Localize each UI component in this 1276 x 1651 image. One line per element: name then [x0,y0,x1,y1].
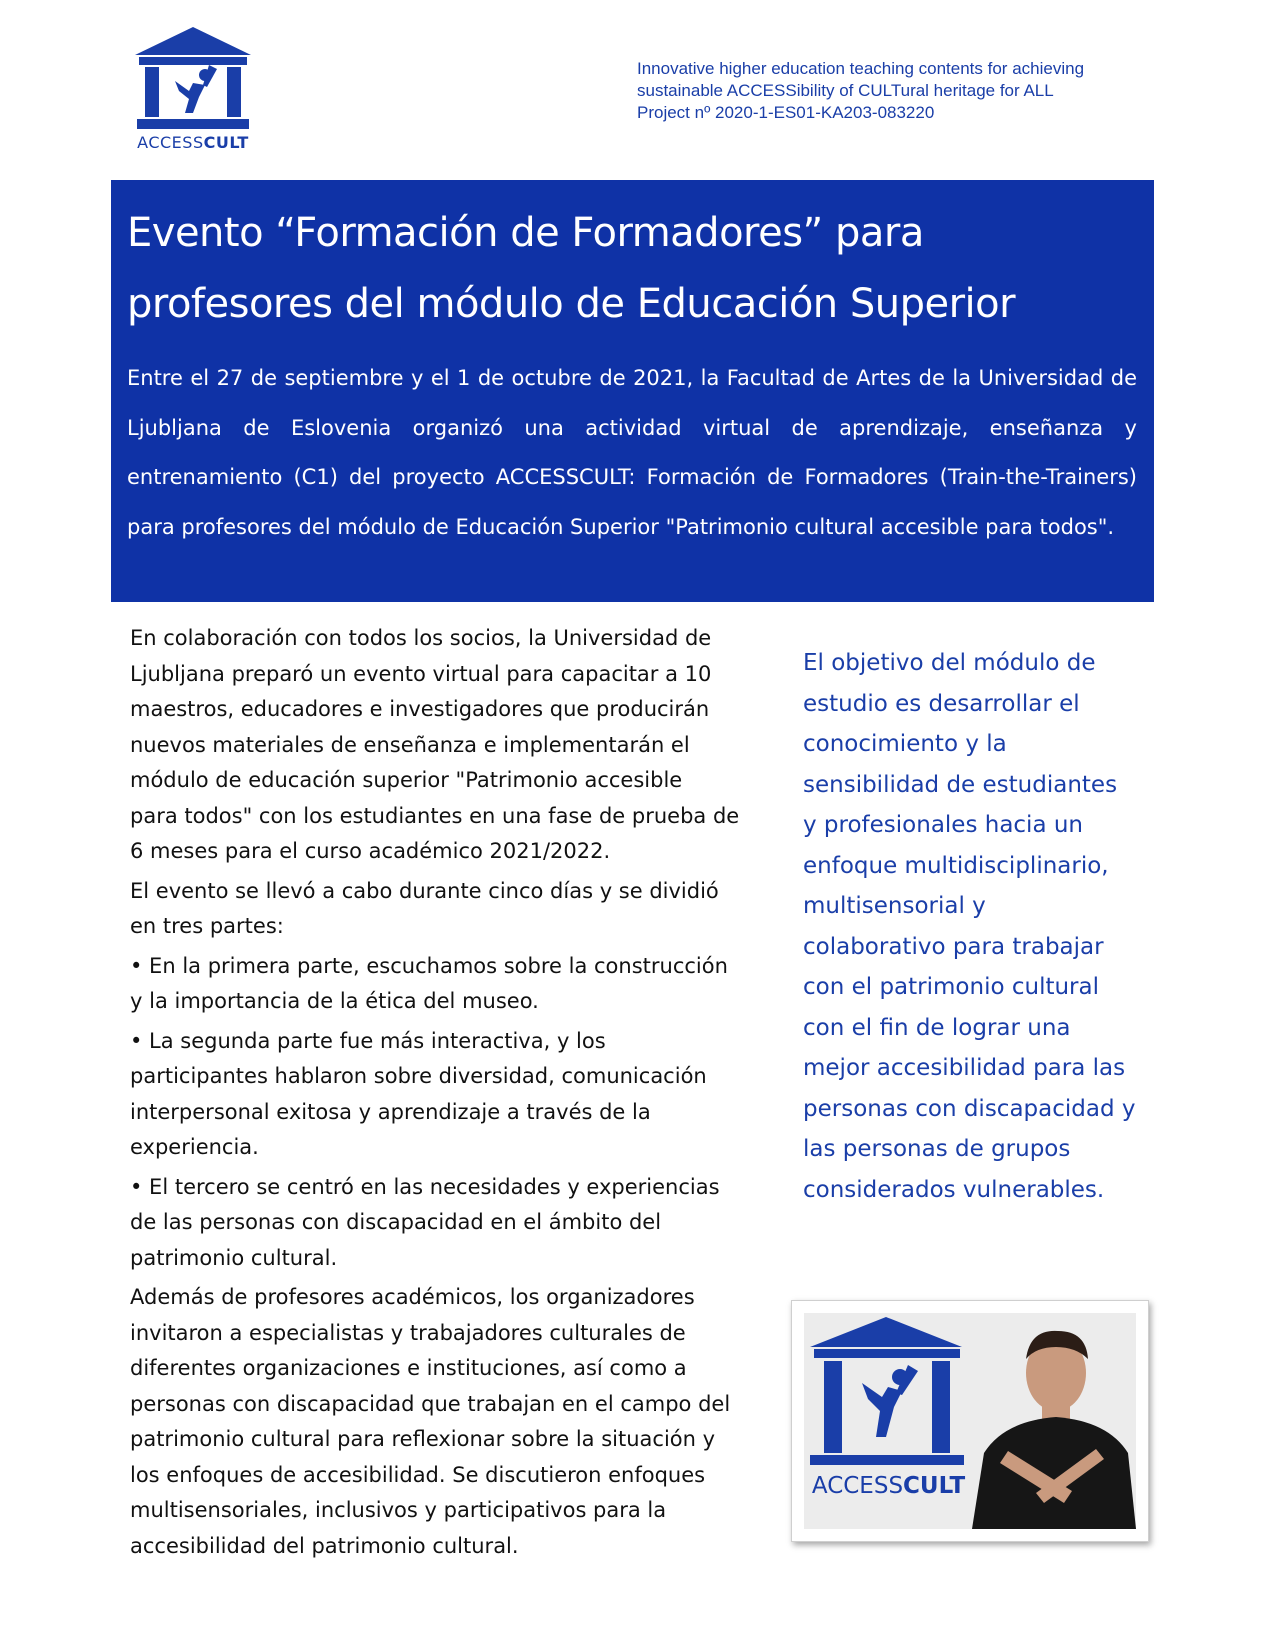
text-line: invitaron a especialistas y trabajadores culturales de [130,1320,686,1345]
text-line: El evento se llevó a cabo durante cinco días y se dividió [130,878,719,903]
text-line: patrimonio cultural. [130,1245,338,1270]
title-banner [111,180,1154,602]
text-line: diferentes organizaciones e instituciones, así como a [130,1356,687,1380]
intro-paragraph: Entre el 27 de septiembre y el 1 de octubre de 2021, la Facultad de Artes de la Universidad de Ljubljana de Eslovenia organizó una actividad virtual de aprendizaje, enseñanza y entrenamiento (C1) del proyecto ACCESSCULT: Formación de Formadores (Train-the-Trainers) para profesores del módulo de Educación Superior "Patrimonio cultural accesible para todos". [127,366,1137,539]
temple-icon [133,25,253,133]
text-line: multisensoriales, inclusivos y participativos para la [130,1498,667,1522]
project-line: sustainable ACCESSibility of CULTural heritage for ALL [637,81,1054,100]
project-info [637,58,1197,124]
quote-line: enfoque multidisciplinario, [803,852,1109,879]
text-line: en tres partes: [130,914,284,938]
quote-line: estudio es desarrollar el [803,690,1080,717]
accesscult-logo [133,25,253,157]
text-line: Además de profesores académicos, los organizadores [130,1285,695,1309]
quote-line: conocimiento y la [803,731,1007,757]
quote-line: multisensorial y [803,893,986,919]
title-line: Evento “Formación de Formadores” para [127,210,924,256]
text-line: En colaboración con todos los socios, la Universidad de [130,626,712,650]
text-line: • La segunda parte fue más interactiva, y los [130,1028,606,1053]
quote-line: considerados vulnerables. [803,1176,1105,1203]
project-line: Project nº 2020-1-ES01-KA203-083220 [637,103,935,122]
text-line: los enfoques de accesibilidad. Se discutieron enfoques [130,1462,706,1487]
quote-line: y profesionales hacia un [803,812,1084,838]
quote-line: personas con discapacidad y [803,1095,1136,1122]
text-line: de las personas con discapacidad en el ámbito del [130,1210,662,1234]
quote-line: mejor accesibilidad para las [803,1055,1126,1081]
quote-line: colaborativo para trabajar [803,933,1104,960]
text-line: personas con discapacidad que trabajan en el campo del [130,1391,731,1416]
text-line: Ljubljana preparó un evento virtual para capacitar a 10 [130,661,712,686]
text-line: participantes hablaron sobre diversidad, comunicación [130,1064,707,1088]
text-line: para todos" con los estudiantes en una fase de prueba de [130,803,740,828]
text-line: módulo de educación superior "Patrimonio accesible [130,768,683,792]
project-line: Innovative higher education teaching contents for achieving [637,59,1085,78]
quote-line: El objetivo del módulo de [803,650,1096,676]
interpreter-photo-frame [791,1300,1149,1542]
pull-quote [803,643,1163,1210]
quote-line: con el patrimonio cultural [803,974,1099,1000]
text-line: y la importancia de la ética del museo. [130,989,539,1013]
text-line: accesibilidad del patrimonio cultural. [130,1533,519,1558]
photo-logo-wordmark: ACCESSCULT [811,1473,966,1499]
text-line: patrimonio cultural para reflexionar sobre la situación y [130,1427,716,1451]
text-line: experiencia. [130,1135,259,1159]
text-line: interpersonal exitosa y aprendizaje a través de la [130,1099,651,1124]
title-line: profesores del módulo de Educación Superior [127,281,1016,327]
text-line: nuevos materiales de enseñanza e implementarán el [130,732,690,757]
quote-line: las personas de grupos [803,1136,1071,1162]
text-line: maestros, educadores e investigadores que producirán [130,697,710,721]
logo-wordmark: ACCESSCULT [137,133,249,152]
text-line: 6 meses para el curso académico 2021/2022. [130,839,611,863]
text-line: • En la primera parte, escuchamos sobre la construcción [130,953,728,978]
interpreter-photo [804,1313,1136,1529]
quote-line: sensibilidad de estudiantes [803,771,1118,798]
quote-line: con el fin de lograr una [803,1014,1071,1041]
page-title [127,198,1137,340]
body-text [130,617,770,1568]
text-line: • El tercero se centró en las necesidades y experiencias [130,1174,720,1199]
